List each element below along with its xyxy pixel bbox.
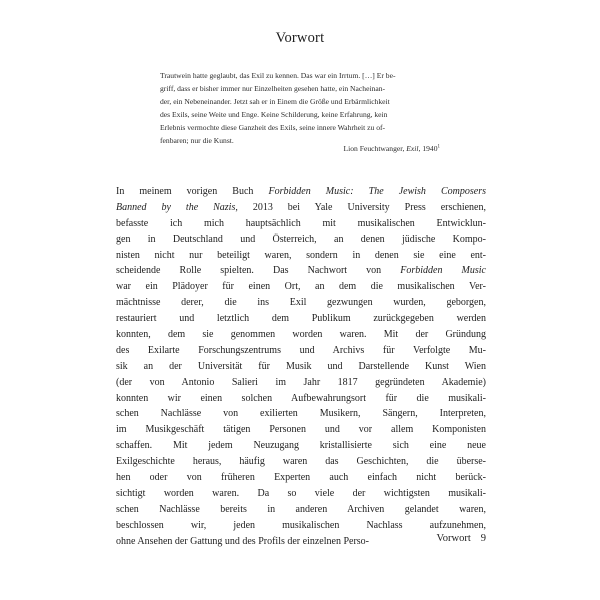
body-text-segment: schen Nachlässe bereits in anderen Archiven gelandet waren,	[116, 503, 486, 515]
body-line	[116, 311, 486, 327]
body-text-segment: restauriert und letztlich dem Publikum zurückgegeben werden	[116, 313, 486, 325]
body-text-segment: In meinem vorigen Buch	[116, 186, 269, 197]
body-line	[116, 279, 486, 295]
body-text-segment: konnten, dem sie genommen worden waren. Mit der Gründung	[116, 329, 486, 341]
body-line	[116, 216, 486, 232]
body-line	[116, 406, 486, 422]
body-line	[116, 359, 486, 375]
body-text-segment: nisten nicht nur beteiligt waren, sondern in denen sie eine ent-	[116, 249, 486, 261]
body-text-segment: ohne Ansehen der Gattung und des Profils der einzelnen Perso-	[116, 535, 369, 547]
body-text-segment: mächtnisse derer, die ins Exil gezwungen wurden, geborgen,	[116, 297, 486, 309]
body-text-segment: war ein Plädoyer für einen Ort, an dem die musikalischen Ver-	[116, 281, 486, 293]
body-paragraph	[116, 184, 486, 549]
body-line	[116, 470, 486, 486]
body-line	[116, 343, 486, 359]
body-text-segment: sichtigt worden waren. Da so viele der wichtigsten musikali-	[116, 487, 486, 499]
body-line	[116, 518, 486, 534]
body-text-segment: beschlossen wir, jeden musikalischen Nachlass aufzunehmen,	[116, 519, 486, 531]
footnote-marker: 1	[437, 144, 440, 150]
epigraph-author: Lion Feuchtwanger,	[343, 144, 405, 153]
body-text-segment: Exilgeschichte heraus, häufig waren das Geschichten, die überse-	[116, 456, 486, 468]
body-line	[116, 295, 486, 311]
body-text-segment: im Musikgeschäft tätigen Personen und vor allem Komponisten	[116, 424, 486, 436]
epigraph-year: , 1940	[418, 144, 438, 153]
body-line	[116, 232, 486, 248]
body-line	[116, 327, 486, 343]
body-line	[116, 263, 486, 279]
chapter-title: Vorwort	[275, 30, 325, 46]
body-text-segment: schaffen. Mit jedem Neuzugang kristallisierte sich eine neue	[116, 440, 486, 452]
body-line	[116, 184, 486, 200]
body-text-segment: scheidende Rolle spielten. Das Nachwort von	[116, 265, 401, 277]
epigraph-line: Erlebnis vermochte diese Ganzheit des Exils, seine innere Wahrheit zu of-	[160, 123, 386, 132]
body-line	[116, 502, 486, 518]
body-text-segment: des Exilarte Forschungszentrums und Archivs für Verfolgte Mu-	[116, 344, 486, 356]
body-text-segment: befasste ich mich hauptsächlich mit musikalischen Entwicklun-	[116, 217, 486, 229]
page-number: 9	[480, 533, 486, 544]
body-line	[116, 391, 486, 407]
body-text-segment: sik an der Universität für Musik und Darstellende Kunst Wien	[116, 360, 486, 372]
body-line	[116, 486, 486, 502]
body-text-segment: (der von Antonio Salieri im Jahr 1817 gegründeten Akademie)	[116, 376, 486, 388]
body-line	[116, 200, 486, 216]
epigraph-line: Trautwein hatte geglaubt, das Exil zu kennen. Das war ein Irrtum. […] Er be-	[160, 71, 396, 80]
page-footer	[0, 533, 486, 544]
book-title-italic: Forbidden Music: The Jewish Composers	[268, 186, 486, 197]
body-text-segment: konnten wir einen solchen Aufbewahrungsort für die musikali-	[116, 392, 486, 404]
epigraph-attribution	[160, 144, 440, 153]
body-line	[116, 248, 486, 264]
epigraph-work-title: Exil	[406, 144, 419, 153]
epigraph-line: fenbaren; nur die Kunst.	[160, 136, 234, 145]
book-title-italic: Forbidden Music	[400, 265, 486, 277]
body-line	[116, 375, 486, 391]
epigraph-line: des Exils, seine Weite und Enge. Keine Schilderung, keine Erfahrung, kein	[160, 110, 388, 119]
body-text-segment: schen Nachlässe von exilierten Musikern, Sängern, Interpreten,	[116, 408, 486, 420]
epigraph-line: der, ein Nebeneinander. Jetzt sah er in Einem die Größe und Erbärmlichkeit	[160, 97, 390, 106]
body-line	[116, 454, 486, 470]
running-head: Vorwort	[436, 533, 471, 544]
body-text-segment: gen in Deutschland und Österreich, an denen jüdische Kompo-	[116, 233, 486, 245]
body-text-segment: , 2013 bei Yale University Press erschienen,	[235, 201, 486, 213]
body-line	[116, 422, 486, 438]
body-text-segment: hen oder von früheren Experten auch einfach nicht berück-	[116, 472, 486, 484]
epigraph-line: griff, dass er bisher immer nur Einzelheiten gesehen hatte, ein Nacheinan-	[160, 84, 386, 93]
body-line	[116, 438, 486, 454]
book-title-italic: Banned by the Nazis	[116, 201, 236, 213]
